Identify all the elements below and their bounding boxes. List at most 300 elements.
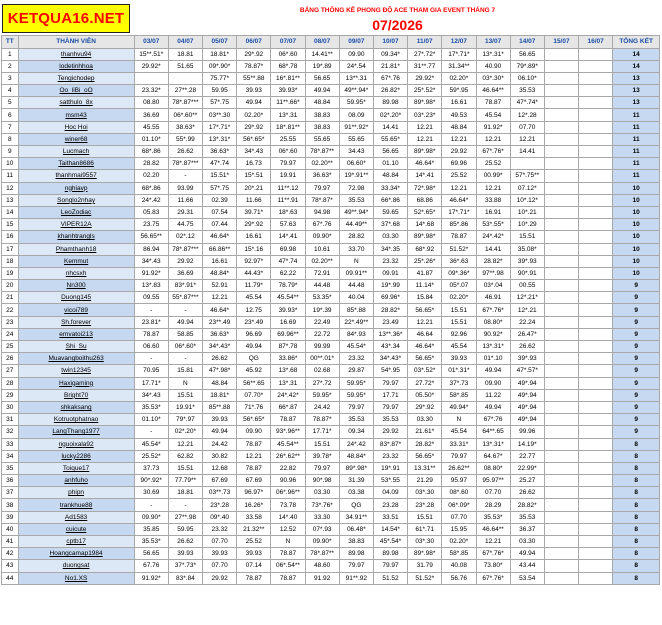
member-name-link[interactable]: Toique17 bbox=[18, 462, 134, 474]
row-number: 11 bbox=[2, 170, 19, 182]
day-result-cell: 01.10* bbox=[134, 133, 168, 145]
day-result-cell: 34*.43 bbox=[237, 146, 271, 158]
day-result-cell: 64.67* bbox=[476, 450, 510, 462]
member-name-link[interactable]: No1.XS bbox=[18, 572, 134, 584]
day-result-cell bbox=[579, 231, 613, 243]
member-name-link[interactable]: trankhue88 bbox=[18, 499, 134, 511]
member-name-link[interactable]: phipn bbox=[18, 487, 134, 499]
day-result-cell: 09.90* bbox=[305, 231, 339, 243]
row-number: 9 bbox=[2, 146, 19, 158]
day-result-cell bbox=[544, 462, 578, 474]
day-result-cell: 55*.99 bbox=[168, 133, 202, 145]
column-header: 03/07 bbox=[134, 36, 168, 49]
day-result-cell bbox=[579, 401, 613, 413]
day-result-cell: 14.41 bbox=[476, 243, 510, 255]
day-result-cell: 52*.65* bbox=[408, 206, 442, 218]
total-score: 8 bbox=[613, 462, 660, 474]
row-number: 29 bbox=[2, 389, 19, 401]
member-name-link[interactable]: Hoangcamap1984 bbox=[18, 548, 134, 560]
row-number: 20 bbox=[2, 280, 19, 292]
day-result-cell: 06*.54** bbox=[271, 560, 305, 572]
day-result-cell: 17.71* bbox=[134, 377, 168, 389]
row-number: 5 bbox=[2, 97, 19, 109]
column-header: 08/07 bbox=[305, 36, 339, 49]
member-name-link[interactable]: nghiavp bbox=[18, 182, 134, 194]
table-row bbox=[2, 426, 660, 438]
day-result-cell: 56.65* bbox=[408, 450, 442, 462]
day-result-cell: 57*.75 bbox=[203, 97, 237, 109]
day-result-cell: 35.53 bbox=[510, 511, 544, 523]
day-result-cell: 30.69 bbox=[134, 487, 168, 499]
day-result-cell: 25.52 bbox=[237, 536, 271, 548]
day-result-cell: 72.98 bbox=[339, 182, 373, 194]
day-result-cell: 29.92 bbox=[442, 146, 476, 158]
total-score: 11 bbox=[613, 121, 660, 133]
member-name-link[interactable]: vicoi789 bbox=[18, 304, 134, 316]
member-name-link[interactable]: Lucmach bbox=[18, 146, 134, 158]
total-score: 14 bbox=[613, 48, 660, 60]
column-header: 07/07 bbox=[271, 36, 305, 49]
member-name-link[interactable]: LangThang1977 bbox=[18, 426, 134, 438]
day-result-cell: 28.82* bbox=[510, 499, 544, 511]
member-name-link[interactable]: emvatoi213 bbox=[18, 328, 134, 340]
day-result-cell: 72.91 bbox=[305, 267, 339, 279]
day-result-cell: 89*.98* bbox=[339, 462, 373, 474]
day-result-cell: 11.79* bbox=[237, 280, 271, 292]
day-result-cell: 69.98 bbox=[271, 243, 305, 255]
day-result-cell: 12.21 bbox=[408, 121, 442, 133]
column-header: 16/07 bbox=[579, 36, 613, 49]
table-row bbox=[2, 438, 660, 450]
day-result-cell: 12*.28 bbox=[510, 109, 544, 121]
day-result-cell: 29.92* bbox=[134, 60, 168, 72]
day-result-cell: 48.84 bbox=[203, 377, 237, 389]
member-name-link[interactable]: thanhvu94 bbox=[18, 48, 134, 60]
day-result-cell: 53.54 bbox=[510, 572, 544, 584]
day-result-cell: 26.62 bbox=[168, 536, 202, 548]
table-row bbox=[2, 72, 660, 84]
member-name-link[interactable]: anhfuho bbox=[18, 475, 134, 487]
day-result-cell: 17.71 bbox=[373, 389, 407, 401]
member-name-link[interactable]: Kotruotphatnao bbox=[18, 414, 134, 426]
day-result-cell: 09.34* bbox=[373, 48, 407, 60]
total-score: 8 bbox=[613, 548, 660, 560]
day-result-cell: 49**.94* bbox=[339, 85, 373, 97]
table-row bbox=[2, 243, 660, 255]
day-result-cell: 46.64* bbox=[203, 231, 237, 243]
member-name-link[interactable]: khanhtrangls bbox=[18, 231, 134, 243]
day-result-cell bbox=[544, 499, 578, 511]
column-header: 13/07 bbox=[476, 36, 510, 49]
day-result-cell: 11**.91 bbox=[271, 194, 305, 206]
day-result-cell: 71*.76 bbox=[237, 401, 271, 413]
day-result-cell: 25.52 bbox=[476, 158, 510, 170]
column-header: 14/07 bbox=[510, 36, 544, 49]
member-name-link[interactable]: Haxigaming bbox=[18, 377, 134, 389]
member-name-link[interactable]: shkaksang bbox=[18, 401, 134, 413]
day-result-cell: 49.94 bbox=[476, 401, 510, 413]
row-number: 43 bbox=[2, 560, 19, 572]
member-name-link[interactable]: Duong145 bbox=[18, 292, 134, 304]
day-result-cell: 45.54 bbox=[442, 426, 476, 438]
total-score: 8 bbox=[613, 487, 660, 499]
member-name-link[interactable]: Nn300 bbox=[18, 280, 134, 292]
day-result-cell: 85**.88 bbox=[203, 401, 237, 413]
total-score: 13 bbox=[613, 85, 660, 97]
day-result-cell: 93*.96** bbox=[271, 426, 305, 438]
day-result-cell: 90.92* bbox=[476, 328, 510, 340]
member-name-link[interactable]: duongsat bbox=[18, 560, 134, 572]
day-result-cell: 34*.43 bbox=[134, 389, 168, 401]
day-result-cell: 33.51 bbox=[373, 511, 407, 523]
table-row bbox=[2, 499, 660, 511]
day-result-cell bbox=[544, 426, 578, 438]
day-result-cell bbox=[579, 328, 613, 340]
day-result-cell: 15*.16 bbox=[237, 243, 271, 255]
row-number: 26 bbox=[2, 353, 19, 365]
day-result-cell: 17.71* bbox=[305, 426, 339, 438]
day-result-cell: 79.97 bbox=[442, 450, 476, 462]
day-result-cell: 47*.74 bbox=[271, 255, 305, 267]
row-number: 23 bbox=[2, 316, 19, 328]
member-name-link[interactable]: Sh.forever bbox=[18, 316, 134, 328]
day-result-cell: 15.51 bbox=[442, 304, 476, 316]
day-result-cell: 78*.87** bbox=[305, 146, 339, 158]
member-name-link[interactable]: Taithan8686 bbox=[18, 158, 134, 170]
member-name-link[interactable]: LeoZodiac bbox=[18, 206, 134, 218]
day-result-cell: 35.53* bbox=[134, 536, 168, 548]
day-result-cell: 44.43* bbox=[237, 267, 271, 279]
member-name-link[interactable]: Shi_Su bbox=[18, 341, 134, 353]
day-result-cell: 39.93* bbox=[271, 85, 305, 97]
day-result-cell bbox=[544, 523, 578, 535]
day-result-cell: 64**.65 bbox=[476, 426, 510, 438]
total-score: 9 bbox=[613, 389, 660, 401]
day-result-cell: 07.70 bbox=[510, 121, 544, 133]
table-row bbox=[2, 109, 660, 121]
day-result-cell: 15**.51* bbox=[134, 48, 168, 60]
day-result-cell: 36*.63 bbox=[442, 255, 476, 267]
day-result-cell: 03.38 bbox=[339, 487, 373, 499]
day-result-cell: 55.65 bbox=[339, 133, 373, 145]
member-name-link[interactable]: satthulo_8x bbox=[18, 97, 134, 109]
member-name-link[interactable]: Phamthanh18 bbox=[18, 243, 134, 255]
day-result-cell: 40.90 bbox=[476, 60, 510, 72]
day-result-cell: 16.61 bbox=[442, 97, 476, 109]
member-name-link[interactable]: lodetinhhoa bbox=[18, 60, 134, 72]
row-number: 42 bbox=[2, 548, 19, 560]
day-result-cell: 49.94 bbox=[476, 365, 510, 377]
total-score: 9 bbox=[613, 304, 660, 316]
day-result-cell: 29.92 bbox=[168, 255, 202, 267]
day-result-cell bbox=[579, 85, 613, 97]
day-result-cell: 53*.55 bbox=[373, 475, 407, 487]
day-result-cell: 27**.98 bbox=[168, 511, 202, 523]
day-result-cell: 96.97* bbox=[237, 487, 271, 499]
day-result-cell: 03*.30* bbox=[476, 72, 510, 84]
day-result-cell: QG bbox=[339, 499, 373, 511]
day-result-cell: 07.70* bbox=[237, 389, 271, 401]
column-header: TT bbox=[2, 36, 19, 49]
day-result-cell bbox=[544, 109, 578, 121]
day-result-cell: 45.54 bbox=[237, 292, 271, 304]
total-score: 8 bbox=[613, 438, 660, 450]
day-result-cell: 08.80* bbox=[476, 316, 510, 328]
column-header: TỔNG KẾT bbox=[613, 36, 660, 49]
day-result-cell: 45.54 bbox=[442, 341, 476, 353]
day-result-cell: 39.93 bbox=[168, 548, 202, 560]
row-number: 1 bbox=[2, 48, 19, 60]
stats-table bbox=[1, 35, 660, 585]
day-result-cell bbox=[544, 85, 578, 97]
day-result-cell bbox=[579, 316, 613, 328]
day-result-cell bbox=[544, 377, 578, 389]
day-result-cell: 08.80 bbox=[134, 97, 168, 109]
day-result-cell: 57*.75 bbox=[203, 182, 237, 194]
member-name-link[interactable]: thanhmai9557 bbox=[18, 170, 134, 182]
table-row bbox=[2, 48, 660, 60]
total-score: 9 bbox=[613, 426, 660, 438]
total-score: 11 bbox=[613, 146, 660, 158]
day-result-cell: 37.73 bbox=[134, 462, 168, 474]
day-result-cell: 16.61 bbox=[237, 231, 271, 243]
day-result-cell: 13*.83 bbox=[134, 280, 168, 292]
day-result-cell bbox=[544, 328, 578, 340]
column-header: 06/07 bbox=[237, 36, 271, 49]
table-row bbox=[2, 523, 660, 535]
day-result-cell: 45*.54* bbox=[373, 536, 407, 548]
table-row bbox=[2, 60, 660, 72]
day-result-cell: 24.42 bbox=[203, 438, 237, 450]
day-result-cell bbox=[544, 401, 578, 413]
day-result-cell: 08.80* bbox=[476, 462, 510, 474]
day-result-cell: 51.65 bbox=[168, 60, 202, 72]
day-result-cell: 06*.09* bbox=[442, 499, 476, 511]
day-result-cell bbox=[579, 462, 613, 474]
member-name-link[interactable]: Songlo2nhay bbox=[18, 194, 134, 206]
day-result-cell bbox=[579, 353, 613, 365]
day-result-cell: 59.95 bbox=[168, 523, 202, 535]
table-row bbox=[2, 267, 660, 279]
total-score: 8 bbox=[613, 523, 660, 535]
total-score: 9 bbox=[613, 401, 660, 413]
day-result-cell: 78.87 bbox=[237, 572, 271, 584]
row-number: 35 bbox=[2, 462, 19, 474]
member-name-link[interactable]: cptb17 bbox=[18, 536, 134, 548]
month-label: 07/2026 bbox=[372, 17, 423, 33]
day-result-cell: 27.72* bbox=[408, 377, 442, 389]
day-result-cell: 93.99 bbox=[168, 182, 202, 194]
day-result-cell: 29.31 bbox=[168, 206, 202, 218]
row-number: 3 bbox=[2, 72, 19, 84]
day-result-cell: 91**.92* bbox=[339, 121, 373, 133]
day-result-cell bbox=[579, 170, 613, 182]
day-result-cell: 56.65 bbox=[305, 72, 339, 84]
day-result-cell: 75.77* bbox=[203, 72, 237, 84]
day-result-cell: 23.81* bbox=[134, 316, 168, 328]
member-name-link[interactable]: Ad1583 bbox=[18, 511, 134, 523]
member-name-link[interactable]: nhcsxh bbox=[18, 267, 134, 279]
day-result-cell bbox=[579, 536, 613, 548]
day-result-cell: 48.84 bbox=[305, 97, 339, 109]
day-result-cell: 38.63* bbox=[168, 121, 202, 133]
day-result-cell: 28.82 bbox=[339, 231, 373, 243]
day-result-cell bbox=[544, 194, 578, 206]
day-result-cell: N bbox=[168, 377, 202, 389]
day-result-cell: 29.87 bbox=[339, 365, 373, 377]
row-number: 41 bbox=[2, 536, 19, 548]
day-result-cell: 67*.76* bbox=[476, 146, 510, 158]
day-result-cell: 09.55 bbox=[134, 292, 168, 304]
day-result-cell bbox=[544, 414, 578, 426]
day-result-cell: 12.21 bbox=[408, 316, 442, 328]
table-row bbox=[2, 511, 660, 523]
member-name-link[interactable]: nguoixala92 bbox=[18, 438, 134, 450]
table-row bbox=[2, 146, 660, 158]
day-result-cell: 89*.98* bbox=[408, 231, 442, 243]
member-name-link[interactable]: lucky2286 bbox=[18, 450, 134, 462]
day-result-cell: 22*.49** bbox=[339, 316, 373, 328]
member-name-link[interactable]: Bright70 bbox=[18, 389, 134, 401]
day-result-cell: 09*.40 bbox=[203, 511, 237, 523]
day-result-cell bbox=[544, 548, 578, 560]
day-result-cell: 27*.72* bbox=[408, 48, 442, 60]
table-row bbox=[2, 548, 660, 560]
day-result-cell: 17*.71* bbox=[203, 121, 237, 133]
day-result-cell: 91.92* bbox=[476, 121, 510, 133]
table-row bbox=[2, 401, 660, 413]
day-result-cell: 27*.72 bbox=[305, 377, 339, 389]
day-result-cell: 06.60 bbox=[134, 341, 168, 353]
day-result-cell: 02*.20* bbox=[168, 426, 202, 438]
day-result-cell: 36.69 bbox=[168, 267, 202, 279]
day-result-cell: 41.87 bbox=[408, 267, 442, 279]
row-number: 10 bbox=[2, 158, 19, 170]
table-row bbox=[2, 121, 660, 133]
total-score: 10 bbox=[613, 194, 660, 206]
day-result-cell: 23.32 bbox=[373, 450, 407, 462]
day-result-cell: 47*.98* bbox=[203, 365, 237, 377]
day-result-cell bbox=[544, 536, 578, 548]
day-result-cell: 17*.71* bbox=[442, 206, 476, 218]
day-result-cell: N bbox=[271, 536, 305, 548]
day-result-cell bbox=[544, 341, 578, 353]
day-result-cell: 25.52 bbox=[442, 170, 476, 182]
member-name-link[interactable]: twin12345 bbox=[18, 365, 134, 377]
member-name-link[interactable]: Oo_liBi_oO bbox=[18, 85, 134, 97]
table-header-row bbox=[2, 36, 660, 49]
day-result-cell bbox=[544, 560, 578, 572]
day-result-cell: 84*.93 bbox=[339, 328, 373, 340]
day-result-cell: 13*.31* bbox=[476, 341, 510, 353]
member-name-link[interactable]: Kemmut bbox=[18, 255, 134, 267]
row-number: 7 bbox=[2, 121, 19, 133]
day-result-cell bbox=[544, 389, 578, 401]
row-number: 17 bbox=[2, 243, 19, 255]
total-score: 9 bbox=[613, 292, 660, 304]
day-result-cell bbox=[579, 499, 613, 511]
day-result-cell: 13*.31* bbox=[476, 48, 510, 60]
day-result-cell: 36.63* bbox=[203, 146, 237, 158]
day-result-cell: 15.51* bbox=[203, 170, 237, 182]
table-row bbox=[2, 462, 660, 474]
day-result-cell: 25.27 bbox=[510, 475, 544, 487]
day-result-cell: 16.73 bbox=[237, 158, 271, 170]
total-score: 10 bbox=[613, 267, 660, 279]
day-result-cell: 92.97* bbox=[237, 255, 271, 267]
day-result-cell: 49.94 bbox=[168, 316, 202, 328]
day-result-cell: 79.97 bbox=[339, 560, 373, 572]
member-name-link[interactable]: winer68 bbox=[18, 133, 134, 145]
member-name-link[interactable]: Tengichodep bbox=[18, 72, 134, 84]
day-result-cell: 12.21 bbox=[476, 133, 510, 145]
day-result-cell: 07.44 bbox=[203, 219, 237, 231]
day-result-cell: 03*.30 bbox=[408, 536, 442, 548]
table-row bbox=[2, 194, 660, 206]
member-name-link[interactable]: cuicute bbox=[18, 523, 134, 535]
day-result-cell: 46.64 bbox=[408, 328, 442, 340]
day-result-cell bbox=[544, 280, 578, 292]
day-result-cell: 89*.98* bbox=[408, 548, 442, 560]
day-result-cell: 14.41 bbox=[373, 121, 407, 133]
day-result-cell: 45.54* bbox=[134, 438, 168, 450]
member-name-link[interactable]: Hoc Hoi bbox=[18, 121, 134, 133]
day-result-cell: 36.69 bbox=[134, 109, 168, 121]
day-result-cell: 21.29 bbox=[408, 475, 442, 487]
day-result-cell: 06.10* bbox=[510, 72, 544, 84]
row-number: 44 bbox=[2, 572, 19, 584]
member-name-link[interactable]: VIPER12A bbox=[18, 219, 134, 231]
row-number: 37 bbox=[2, 487, 19, 499]
day-result-cell: 49.94 bbox=[237, 97, 271, 109]
day-result-cell bbox=[544, 72, 578, 84]
sheet-title: BẢNG THỐNG KÊ PHONG ĐỘ ACE THAM GIA EVENT THÁNG 7 bbox=[299, 7, 496, 14]
day-result-cell: 18.81 bbox=[168, 487, 202, 499]
day-result-cell: 83*.87* bbox=[373, 438, 407, 450]
day-result-cell: 34*.35 bbox=[373, 243, 407, 255]
day-result-cell: 13**.36* bbox=[373, 328, 407, 340]
day-result-cell: 48.84 bbox=[442, 121, 476, 133]
total-score: 9 bbox=[613, 353, 660, 365]
day-result-cell: 33.86* bbox=[271, 353, 305, 365]
day-result-cell: 68*.92 bbox=[408, 243, 442, 255]
day-result-cell: 31.34** bbox=[442, 60, 476, 72]
table-row bbox=[2, 292, 660, 304]
day-result-cell: 22.77 bbox=[510, 450, 544, 462]
day-result-cell: 34.91** bbox=[339, 511, 373, 523]
day-result-cell: 35.53 bbox=[373, 414, 407, 426]
day-result-cell bbox=[579, 48, 613, 60]
day-result-cell: 56.65* bbox=[408, 353, 442, 365]
day-result-cell: 48.60 bbox=[305, 560, 339, 572]
day-result-cell: 23.32 bbox=[373, 255, 407, 267]
table-row bbox=[2, 365, 660, 377]
day-result-cell: 12.21 bbox=[476, 536, 510, 548]
day-result-cell: 58.85 bbox=[168, 328, 202, 340]
day-result-cell: 07.12* bbox=[510, 182, 544, 194]
day-result-cell: - bbox=[168, 304, 202, 316]
member-name-link[interactable]: msm43 bbox=[18, 109, 134, 121]
member-name-link[interactable]: Muavangboithu263 bbox=[18, 353, 134, 365]
day-result-cell bbox=[579, 523, 613, 535]
day-result-cell: 22.24 bbox=[510, 316, 544, 328]
day-result-cell: 22.72 bbox=[305, 328, 339, 340]
day-result-cell bbox=[544, 170, 578, 182]
day-result-cell: 19.91 bbox=[271, 170, 305, 182]
table-row bbox=[2, 304, 660, 316]
day-result-cell: 24.42 bbox=[305, 401, 339, 413]
column-header: 15/07 bbox=[544, 36, 578, 49]
